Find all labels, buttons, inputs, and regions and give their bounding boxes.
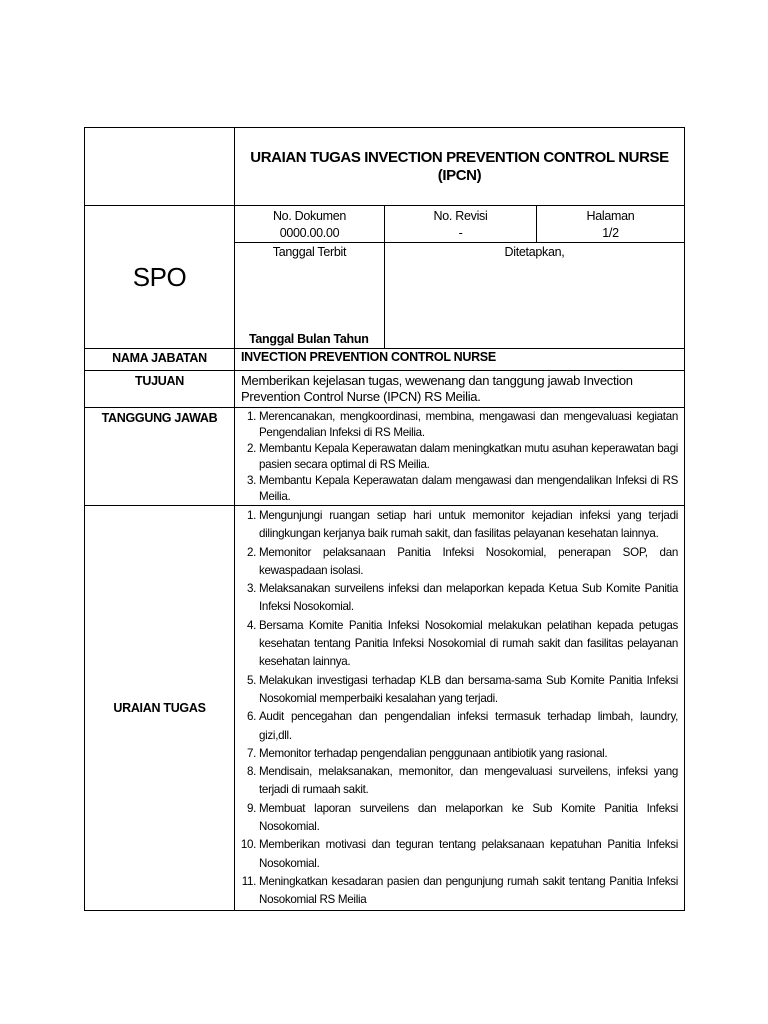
ditetapkan-label: Ditetapkan, xyxy=(504,245,565,259)
tanggal-terbit-label: Tanggal Terbit xyxy=(272,245,347,259)
list-item: 5. Melakukan investigasi terhadap KLB dan bersama-sama Sub Komite Panitia Infeksi Nosokomial memperbaiki kesalahan yang terjadi. xyxy=(259,672,678,709)
list-item: 9. Membuat laporan surveilens dan melaporkan ke Sub Komite Panitia Infeksi Nosokomial. xyxy=(259,800,678,837)
list-item: 7. Memonitor terhadap pengendalian penggunaan antibiotik yang rasional. xyxy=(259,745,678,763)
tanggung-jawab-list xyxy=(235,408,684,505)
no-revisi-value: - xyxy=(458,226,463,240)
tujuan-value: Memberikan kejelasan tugas, wewenang dan tanggung jawab Invection Prevention Control Nurse (IPCN) RS Meilia. xyxy=(235,371,685,408)
nama-jabatan-value: INVECTION PREVENTION CONTROL NURSE xyxy=(235,349,685,371)
uraian-tugas-label: URAIAN TUGAS xyxy=(85,506,235,911)
list-item: 4. Bersama Komite Panitia Infeksi Nosokomial melakukan pelatihan kepada petugas kesehatan tentang Panitia Infeksi Nosokomial di rumah sakit dan fasilitas pelayanan kesehatan lainnya. xyxy=(259,617,678,672)
tanggal-terbit xyxy=(235,243,385,348)
list-item: 3. Membantu Kepala Keperawatan dalam mengawasi dan mengendalikan Infeksi di RS Meilia. xyxy=(259,473,678,505)
title-line-1: URAIAN TUGAS INVECTION PREVENTION CONTROL NURSE xyxy=(250,148,669,166)
spo-document xyxy=(84,127,685,911)
no-dokumen-value: 0000.00.00 xyxy=(279,226,340,240)
document-title xyxy=(235,128,685,206)
list-item: 6. Audit pencegahan dan pengendalian infeksi termasuk terhadap limbah, laundry, gizi,dll. xyxy=(259,708,678,745)
title-line-2: (IPCN) xyxy=(437,166,482,184)
uraian-tugas-list xyxy=(235,506,684,910)
spo-label: SPO xyxy=(85,206,235,349)
signature-cell xyxy=(235,243,685,349)
list-item: 2. Memonitor pelaksanaan Panitia Infeksi Nosokomial, penerapan SOP, dan kewaspadaan isolasi. xyxy=(259,544,678,581)
nama-jabatan-label: NAMA JABATAN xyxy=(85,349,235,371)
tujuan-label: TUJUAN xyxy=(85,371,235,408)
tanggung-jawab-cell xyxy=(235,408,685,506)
list-item: 1. Merencanakan, mengkoordinasi, membina, mengawasi dan mengevaluasi kegiatan Pengendalian Infeksi di RS Meilia. xyxy=(259,409,678,441)
list-item: 2. Membantu Kepala Keperawatan dalam meningkatkan mutu asuhan keperawatan bagi pasien secara optimal di RS Meilia. xyxy=(259,441,678,473)
document-meta-cell xyxy=(235,206,685,243)
logo-cell xyxy=(85,128,235,206)
list-item: 3. Melaksanakan surveilens infeksi dan melaporkan kepada Ketua Sub Komite Panitia Infeksi Nosokomial. xyxy=(259,580,678,617)
uraian-tugas-cell xyxy=(235,506,685,911)
tanggal-value: Tanggal Bulan Tahun xyxy=(249,332,369,346)
list-item: 8. Mendisain, melaksanakan, memonitor, dan mengevaluasi surveilens, infeksi yang terjadi di rumaah sakit. xyxy=(259,763,678,800)
list-item: 1. Mengunjungi ruangan setiap hari untuk memonitor kejadian infeksi yang terjadi dilingkungan kerjanya baik rumah sakit, dan fasilitas pelayanan kesehatan lainnya. xyxy=(259,507,678,544)
spo-table xyxy=(84,127,685,911)
halaman-label: Halaman xyxy=(586,209,635,223)
no-revisi-label: No. Revisi xyxy=(433,209,488,223)
halaman-value: 1/2 xyxy=(602,226,619,240)
no-revisi xyxy=(385,206,537,242)
no-dokumen xyxy=(235,206,385,242)
list-item: 11. Meningkatkan kesadaran pasien dan pengunjung rumah sakit tentang Panitia Infeksi Nosokomial RS Meilia xyxy=(259,873,678,910)
tanggung-jawab-label: TANGGUNG JAWAB xyxy=(85,408,235,506)
halaman xyxy=(537,206,684,242)
no-dokumen-label: No. Dokumen xyxy=(272,209,347,223)
list-item: 10. Memberikan motivasi dan teguran tentang pelaksanaan kepatuhan Panitia Infeksi Nosokomial. xyxy=(259,836,678,873)
